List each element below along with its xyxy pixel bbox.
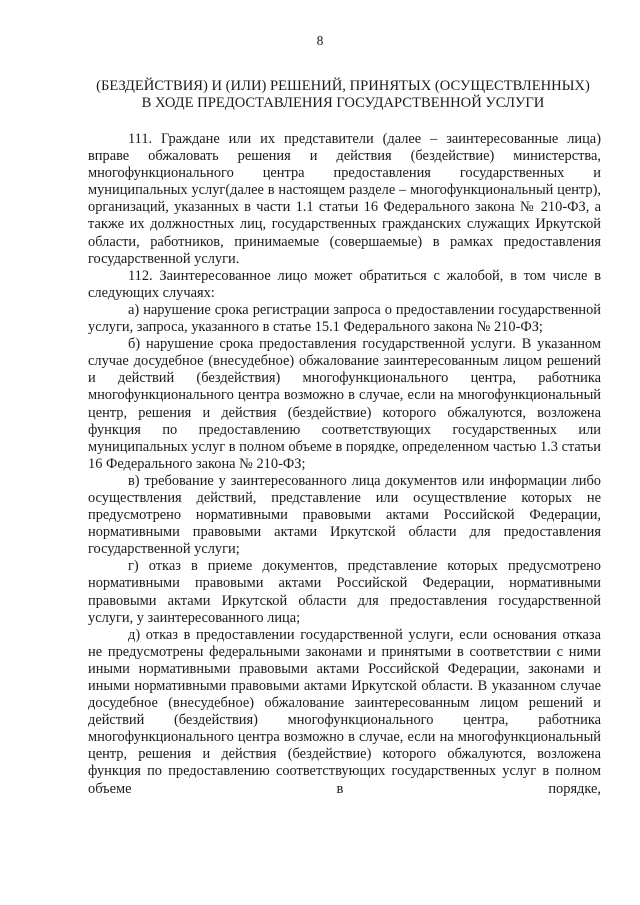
paragraph-112-a: а) нарушение срока регистрации запроса о предоставлении государственной услуги, запроса, указанного в статье 15.1 Федерального закона № 210-ФЗ;: [88, 301, 601, 336]
paragraph-111: 111. Граждане или их представители (далее – заинтересованные лица) вправе обжаловать решения и действия (бездействие) министерства, многофункционального центра предоставления государственных и муниципальных услуг(далее в настоящем разделе – многофункциональный центр), организаций, указанных в части 1.1 статьи 16 Федерального закона № 210-ФЗ, а также их должностных лиц, государственных гражданских служащих Иркутской области, работников, принимаемые (совершаемые) в рамках предоставления государственной услуги.: [88, 131, 601, 267]
paragraph-112: 112. Заинтересованное лицо может обратиться с жалобой, в том числе в следующих случаях:: [88, 267, 601, 301]
section-heading-line-2: В ХОДЕ ПРЕДОСТАВЛЕНИЯ ГОСУДАРСТВЕННОЙ УСЛУГИ: [141, 95, 545, 111]
section-heading-line-1: (БЕЗДЕЙСТВИЯ) И (ИЛИ) РЕШЕНИЙ, ПРИНЯТЫХ (ОСУЩЕСТВЛЕННЫХ): [96, 78, 590, 94]
paragraph-112-v: в) требование у заинтересованного лица документов или информации либо осуществления действий, представление или осуществление которых не предусмотрено нормативными правовыми актами Российской Федерации, нормативными правовыми актами Иркутской области для предоставления государственной услуги;: [88, 472, 601, 558]
paragraph-112-g: г) отказ в приеме документов, представление которых предусмотрено нормативными правовыми актами Российской Федерации, нормативными правовыми актами Иркутской области для предоставления государственной услуги, у заинтересованного лица;: [88, 558, 601, 626]
paragraph-112-d: д) отказ в предоставлении государственной услуги, если основания отказа не предусмотрены федеральными законами и принятыми в соответствии с ними иными нормативными правовыми актами Российской Федерации, законами и иными нормативными правовыми актами Иркутской области. В указанном случае досудебное (внесудебное) обжалование заинтересованным лицом решений и действий (бездействия) многофункционального центра, работника многофункционального центра возможно в случае, если на многофункциональный центр, решения и действия (бездействие) которого обжалуются, возложена функция по предоставлению соответствующих государственных услуг в полном объеме в порядке,: [88, 626, 601, 797]
document-body: [88, 131, 601, 798]
page-number: 8: [316, 33, 324, 48]
paragraph-112-b: б) нарушение срока предоставления государственной услуги. В указанном случае досудебное (внесудебное) обжалование заинтересованным лицом решений и действий (бездействия) многофункционального центра, работника многофункционального центра возможно в случае, если на многофункциональный центр, решения и действия (бездействие) которого обжалуются, возложена функция по предоставлению соответствующих государственных или муниципальных услуг в полном объеме в порядке, определенном частью 1.3 статьи 16 Федерального закона № 210-ФЗ;: [88, 336, 601, 472]
